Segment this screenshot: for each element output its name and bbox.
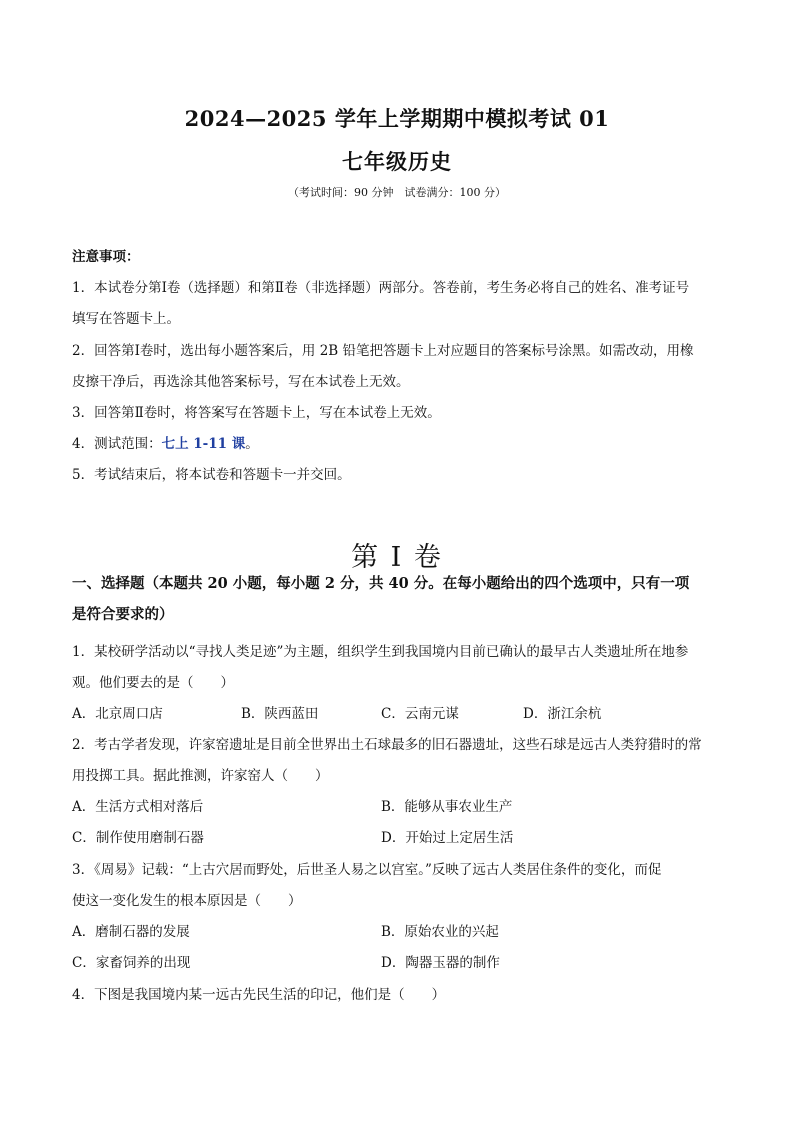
test-range: 七上 1-11 课: [161, 436, 246, 452]
question-4-line-1: 4．下图是我国境内某一远古先民生活的印记，他们是（ ）: [72, 987, 446, 1003]
notice-item-4-suffix: 。: [245, 436, 259, 452]
section-title: 第 I 卷: [351, 542, 443, 573]
question-2-option-c: C．制作使用磨制石器: [72, 830, 204, 846]
exam-subject: 七年级历史: [342, 149, 452, 174]
notice-item-4: [72, 434, 732, 454]
question-3-line-1: 3．《周易》记载：“上古穴居而野处，后世圣人易之以宫室。”反映了远古人类居住条件的变化，而促: [72, 862, 662, 878]
notice-item-4-prefix: 4．测试范围：: [72, 436, 162, 452]
question-2-line-2: 用投掷工具。据此推测，许家窑人（ ）: [72, 768, 329, 784]
question-3-option-a: A．磨制石器的发展: [72, 924, 190, 940]
question-2-option-a: A．生活方式相对落后: [72, 799, 204, 815]
section-instruction-line-2: 是符合要求的）: [72, 606, 174, 623]
question-1-option-c: C．云南元谋: [381, 706, 459, 722]
notice-heading: 注意事项：: [72, 249, 140, 265]
question-3-option-b: B．原始农业的兴起: [381, 924, 499, 940]
notice-item-2-line-1: 2．回答第Ⅰ卷时，选出每小题答案后，用 2B 铅笔把答题卡上对应题目的答案标号涂黑。如需改动，用橡: [72, 343, 694, 359]
question-2-line-1: 2．考古学者发现，许家窑遗址是目前全世界出土石球最多的旧石器遗址，这些石球是远古人类狩猎时的常: [72, 737, 702, 753]
question-3-option-c: C．家畜饲养的出现: [72, 955, 191, 971]
question-3-line-2: 使这一变化发生的根本原因是（ ）: [72, 893, 302, 909]
section-instruction-line-1: 一、选择题（本题共 20 小题，每小题 2 分，共 40 分。在每小题给出的四个选项中，只有一项: [72, 575, 690, 592]
notice-item-1-line-1: 1．本试卷分第Ⅰ卷（选择题）和第Ⅱ卷（非选择题）两部分。答卷前，考生务必将自己的姓名、准考证号: [72, 280, 690, 296]
question-2-option-b: B．能够从事农业生产: [381, 799, 513, 815]
question-1-option-a: A．北京周口店: [72, 706, 163, 722]
exam-title: 2024—2025 学年上学期期中模拟考试 01: [184, 106, 610, 131]
question-2-option-d: D．开始过上定居生活: [381, 830, 514, 846]
notice-item-1-line-2: 填写在答题卡上。: [72, 311, 180, 327]
notice-item-2-line-2: 皮擦干净后，再选涂其他答案标号，写在本试卷上无效。: [72, 374, 410, 390]
question-1-line-1: 1．某校研学活动以“寻找人类足迹”为主题，组织学生到我国境内目前已确认的最早古人类遗址所在地参: [72, 644, 689, 660]
question-1-option-d: D．浙江余杭: [523, 706, 602, 722]
question-1-line-2: 观。他们要去的是（ ）: [72, 675, 234, 691]
question-3-option-d: D．陶器玉器的制作: [381, 955, 500, 971]
exam-info: （考试时间：90 分钟 试卷满分：100 分）: [288, 186, 506, 199]
notice-item-5: 5．考试结束后，将本试卷和答题卡一并交回。: [72, 467, 351, 483]
notice-item-3: 3．回答第Ⅱ卷时，将答案写在答题卡上，写在本试卷上无效。: [72, 405, 441, 421]
question-1-option-b: B．陕西蓝田: [241, 706, 319, 722]
